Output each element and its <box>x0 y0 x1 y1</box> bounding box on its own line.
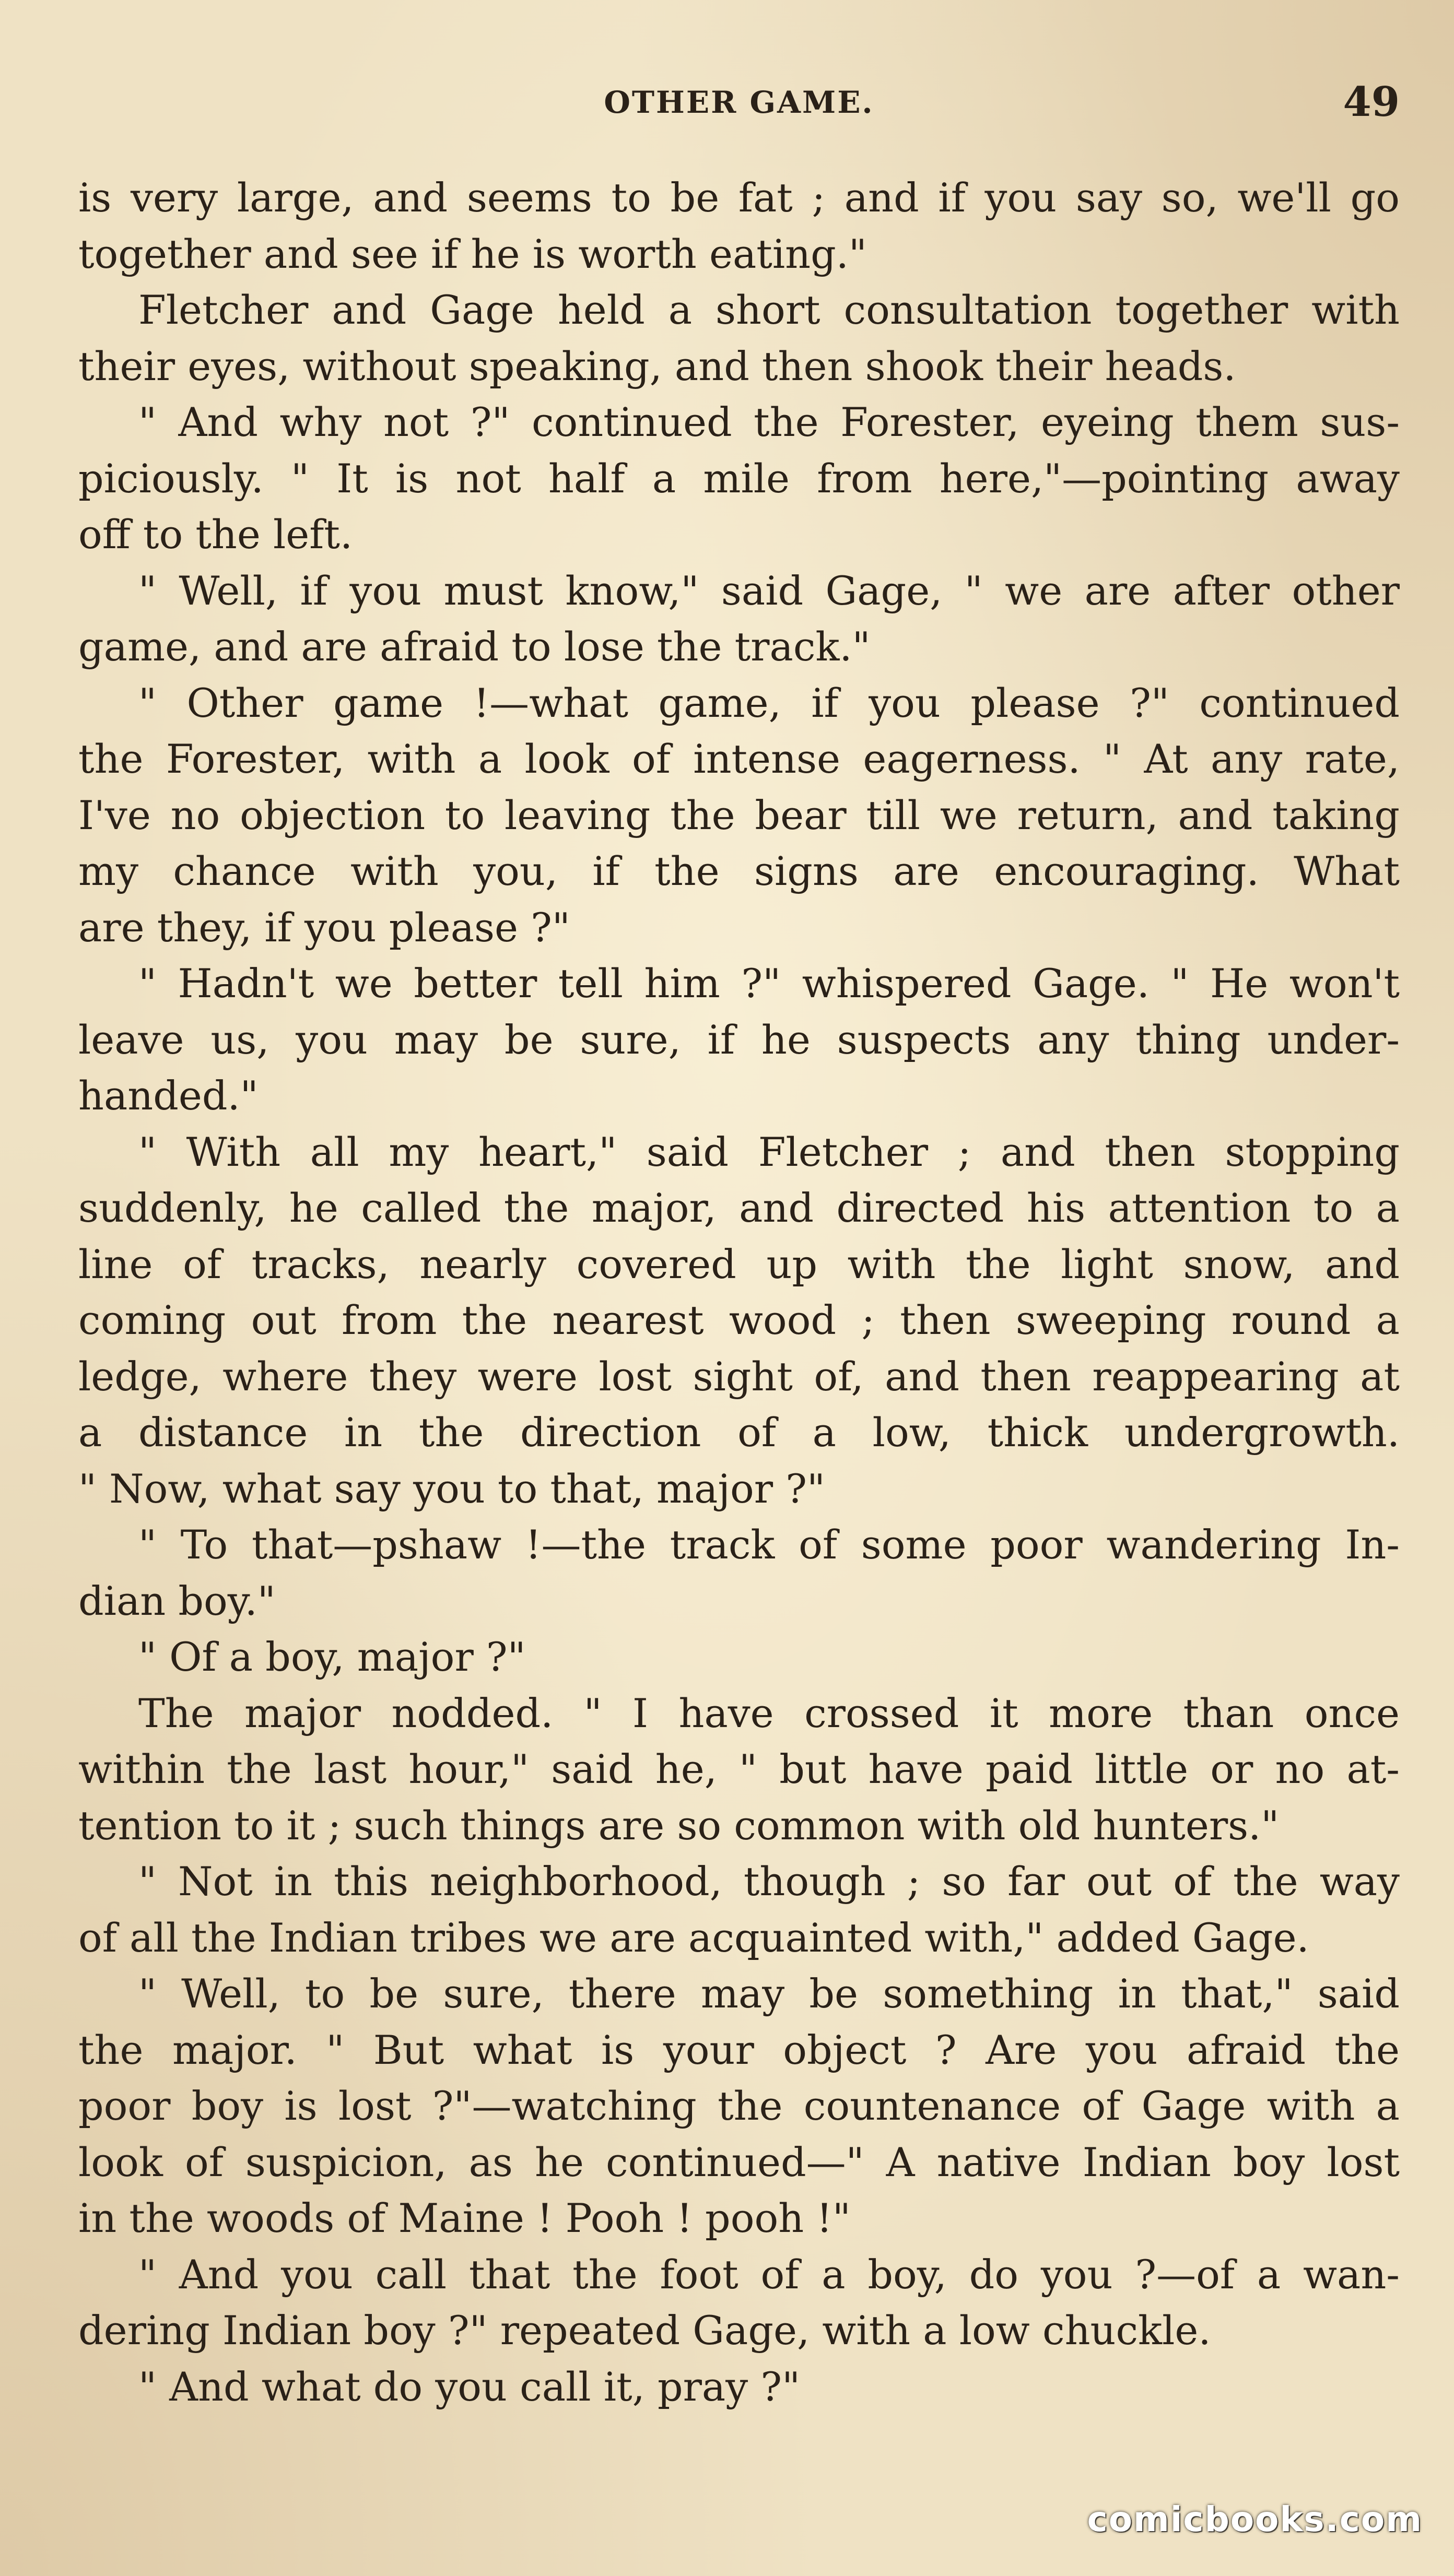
text-line: in the woods of Maine ! Pooh ! pooh !" <box>78 2195 851 2241</box>
text-line: is very large, and seems to be fat ; and if you say so, we'll go <box>78 174 1400 221</box>
text-line: are they, if you please ?" <box>78 904 570 951</box>
text-line: game, and are afraid to lose the track." <box>78 623 871 670</box>
text-line: of all the Indian tribes we are acquainted with," added Gage. <box>78 1914 1309 1961</box>
text-line: " Well, if you must know," said Gage, " we are after other <box>138 567 1400 614</box>
running-head <box>78 78 1400 136</box>
text-line: " And you call that the foot of a boy, do you ?—of a wan- <box>138 2251 1400 2298</box>
text-line: line of tracks, nearly covered up with the light snow, and <box>78 1240 1400 1287</box>
text-line: dian boy." <box>78 1577 276 1624</box>
text-line: I've no objection to leaving the bear till we return, and taking <box>78 791 1400 838</box>
text-line: " Not in this neighborhood, though ; so far out of the way <box>138 1858 1400 1905</box>
text-line: " Now, what say you to that, major ?" <box>78 1465 825 1512</box>
text-line: suddenly, he called the major, and directed his attention to a <box>78 1185 1400 1231</box>
text-body <box>78 170 1400 2415</box>
text-line: " To that—pshaw !—the track of some poor wandering In- <box>138 1521 1400 1568</box>
text-line: " And why not ?" continued the Forester, eyeing them sus- <box>138 399 1400 445</box>
text-line: their eyes, without speaking, and then shook their heads. <box>78 342 1236 389</box>
running-title: OTHER GAME. <box>604 85 874 120</box>
text-line: ledge, where they were lost sight of, and then reappearing at <box>78 1353 1400 1400</box>
watermark: comicbooks.com <box>1087 2499 1423 2539</box>
text-line: " And what do you call it, pray ?" <box>138 2363 801 2410</box>
text-line: within the last hour," said he, " but have paid little or no at- <box>78 1746 1400 1792</box>
text-line: " Of a boy, major ?" <box>138 1634 526 1680</box>
text-line: " Hadn't we better tell him ?" whispered Gage. " He won't <box>138 960 1400 1007</box>
text-line: look of suspicion, as he continued—" A native Indian boy lost <box>78 2138 1400 2185</box>
text-line: tention to it ; such things are so common with old hunters." <box>78 1802 1280 1849</box>
text-line: poor boy is lost ?"—watching the countenance of Gage with a <box>78 2083 1400 2129</box>
page-number: 49 <box>1343 78 1400 126</box>
text-line: together and see if he is worth eating." <box>78 230 867 277</box>
text-line: dering Indian boy ?" repeated Gage, with a low chuckle. <box>78 2307 1211 2354</box>
text-line: piciously. " It is not half a mile from here,"—pointing away <box>78 455 1400 502</box>
text-line: " Other game !—what game, if you please ?" continued <box>138 679 1400 726</box>
text-line: the Forester, with a look of intense eagerness. " At any rate, <box>78 736 1400 782</box>
text-line: " Well, to be sure, there may be something in that," said <box>138 1970 1400 2017</box>
text-line: handed." <box>78 1072 259 1119</box>
text-line: coming out from the nearest wood ; then sweeping round a <box>78 1297 1400 1343</box>
text-line: The major nodded. " I have crossed it more than once <box>138 1689 1400 1736</box>
text-line: a distance in the direction of a low, thick undergrowth. <box>78 1409 1400 1456</box>
text-line: leave us, you may be sure, if he suspects any thing under- <box>78 1016 1400 1063</box>
text-line: off to the left. <box>78 511 353 558</box>
text-line: the major. " But what is your object ? Are you afraid the <box>78 2026 1400 2073</box>
text-line: Fletcher and Gage held a short consultation together with <box>138 287 1400 333</box>
text-line: my chance with you, if the signs are encouraging. What <box>78 848 1400 894</box>
text-line: " With all my heart," said Fletcher ; and then stopping <box>138 1128 1400 1175</box>
